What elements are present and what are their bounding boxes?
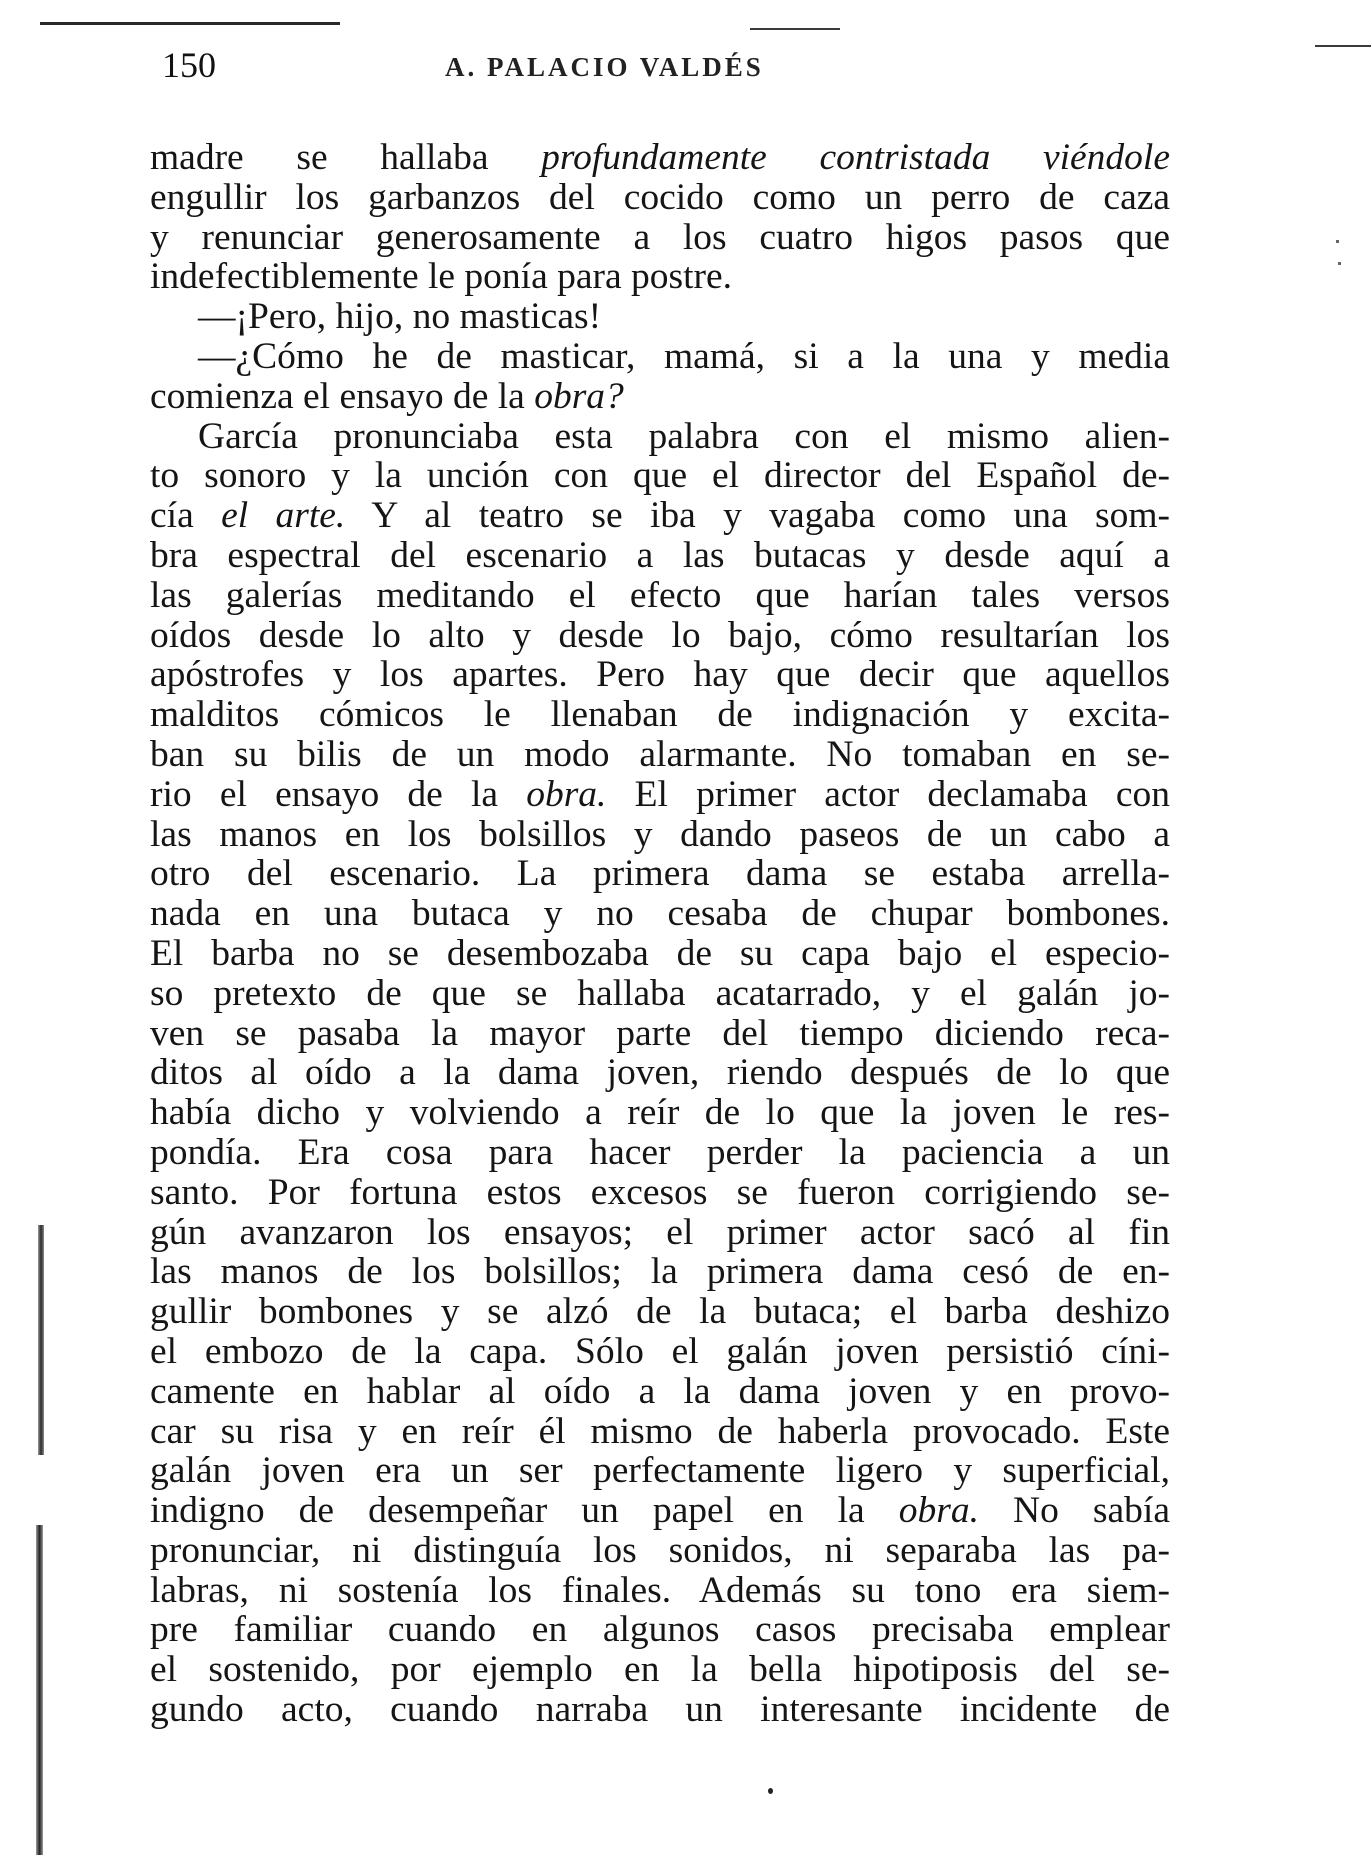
text-line bbox=[150, 1014, 1170, 1054]
text-line bbox=[150, 1372, 1170, 1412]
page-header bbox=[160, 40, 1180, 90]
scan-artifact-rule bbox=[750, 28, 840, 30]
text-segment: —¿Cómo he de masticar, mamá, si a la una y media bbox=[198, 335, 1170, 377]
text-line bbox=[150, 655, 1170, 695]
text-line bbox=[150, 695, 1170, 735]
scan-artifact-rule bbox=[1315, 45, 1371, 47]
text-line bbox=[150, 496, 1170, 536]
text-line bbox=[150, 1292, 1170, 1332]
italic-text-segment: obra. bbox=[898, 1490, 979, 1532]
text-segment: el embozo de la capa. Sólo el galán joven persistió cíni- bbox=[150, 1330, 1170, 1372]
text-line bbox=[150, 536, 1170, 576]
text-line bbox=[150, 1173, 1170, 1213]
text-segment: nada en una butaca y no cesaba de chupar bombones. bbox=[150, 893, 1170, 935]
text-segment: las galerías meditando el efecto que harían tales versos bbox=[150, 574, 1170, 616]
text-segment: García pronunciaba esta palabra con el mismo alien- bbox=[198, 415, 1170, 457]
text-line bbox=[150, 1610, 1170, 1650]
text-segment: ven se pasaba la mayor parte del tiempo diciendo reca- bbox=[150, 1012, 1170, 1054]
text-segment: otro del escenario. La primera dama se estaba arrella- bbox=[150, 853, 1170, 895]
scan-speck bbox=[1336, 240, 1339, 243]
text-segment: camente en hablar al oído a la dama joven y en provo- bbox=[150, 1370, 1170, 1412]
text-line bbox=[150, 1531, 1170, 1571]
text-segment: rio el ensayo de la bbox=[150, 773, 527, 815]
text-line bbox=[150, 934, 1170, 974]
text-line bbox=[150, 1451, 1170, 1491]
text-segment: santo. Por fortuna estos excesos se fueron corrigiendo se- bbox=[150, 1171, 1170, 1213]
text-line bbox=[150, 1650, 1170, 1690]
text-segment: comienza el ensayo de la bbox=[150, 375, 535, 417]
text-line bbox=[150, 377, 1170, 417]
text-segment: el sostenido, por ejemplo en la bella hipotiposis del se- bbox=[150, 1649, 1170, 1691]
page-number: 150 bbox=[162, 45, 216, 85]
text-line bbox=[150, 1412, 1170, 1452]
text-segment: —¡Pero, hijo, no masticas! bbox=[198, 296, 602, 338]
italic-text-segment: obra? bbox=[534, 375, 624, 417]
text-segment: ditos al oído a la dama joven, riendo después de lo que bbox=[150, 1052, 1170, 1094]
text-segment: oídos desde lo alto y desde lo bajo, cómo resultarían los bbox=[150, 614, 1170, 656]
text-segment: madre se hallaba bbox=[150, 137, 542, 178]
text-segment: indefectiblemente le ponía para postre. bbox=[150, 256, 733, 298]
running-head: A. PALACIO VALDÉS bbox=[445, 52, 764, 82]
text-line bbox=[150, 417, 1170, 457]
italic-text-segment: profundamente contristada viéndole bbox=[541, 137, 1170, 178]
text-line bbox=[150, 1690, 1170, 1730]
text-segment: No sabía bbox=[978, 1490, 1170, 1532]
text-line bbox=[150, 1571, 1170, 1611]
text-segment: engullir los garbanzos del cocido como un perro de caza bbox=[150, 176, 1170, 218]
italic-text-segment: el arte. bbox=[221, 495, 346, 537]
text-segment: gullir bombones y se alzó de la butaca; el barba deshizo bbox=[150, 1291, 1170, 1333]
text-line bbox=[150, 456, 1170, 496]
text-segment: so pretexto de que se hallaba acatarrado, y el galán jo- bbox=[150, 972, 1170, 1014]
italic-text-segment: obra. bbox=[526, 773, 607, 815]
scan-speck bbox=[768, 1788, 773, 1794]
text-line bbox=[150, 218, 1170, 258]
text-line bbox=[150, 576, 1170, 616]
text-segment: ban su bilis de un modo alarmante. No tomaban en se- bbox=[150, 733, 1170, 775]
text-line bbox=[150, 1491, 1170, 1531]
text-line bbox=[150, 854, 1170, 894]
text-segment: El barba no se desembozaba de su capa bajo el especio- bbox=[150, 932, 1170, 974]
text-segment: y renunciar generosamente a los cuatro higos pasos que bbox=[150, 216, 1170, 258]
text-line bbox=[150, 1332, 1170, 1372]
text-segment: malditos cómicos le llenaban de indignación y excita- bbox=[150, 694, 1170, 736]
body-text bbox=[150, 138, 1170, 1730]
text-segment: indigno de desempeñar un papel en la bbox=[150, 1490, 899, 1532]
text-line bbox=[150, 815, 1170, 855]
text-segment: gundo acto, cuando narraba un interesante incidente de bbox=[150, 1689, 1170, 1731]
text-segment: pondía. Era cosa para hacer perder la paciencia a un bbox=[150, 1131, 1170, 1173]
scan-edge-shadow bbox=[38, 1225, 44, 1455]
text-segment: El primer actor declamaba con bbox=[606, 773, 1170, 815]
text-segment: gún avanzaron los ensayos; el primer actor sacó al fin bbox=[150, 1211, 1170, 1253]
text-segment: había dicho y volviendo a reír de lo que la joven le res- bbox=[150, 1092, 1170, 1134]
text-segment: Y al teatro se iba y vagaba como una som- bbox=[345, 495, 1170, 537]
text-line bbox=[150, 974, 1170, 1014]
text-segment: apóstrofes y los apartes. Pero hay que decir que aquellos bbox=[150, 654, 1170, 696]
text-line bbox=[150, 1213, 1170, 1253]
text-segment: las manos de los bolsillos; la primera dama cesó de en- bbox=[150, 1251, 1170, 1293]
text-segment: las manos en los bolsillos y dando paseos de un cabo a bbox=[150, 813, 1170, 855]
text-segment: car su risa y en reír él mismo de haberla provocado. Este bbox=[150, 1410, 1170, 1452]
text-segment: to sonoro y la unción con que el director del Español de- bbox=[150, 455, 1170, 497]
scan-artifact-rule bbox=[40, 22, 340, 25]
text-segment: bra espectral del escenario a las butacas y desde aquí a bbox=[150, 534, 1170, 576]
text-line bbox=[150, 178, 1170, 218]
text-segment: pronunciar, ni distinguía los sonidos, ni separaba las pa- bbox=[150, 1529, 1170, 1571]
scan-edge-shadow bbox=[36, 1525, 43, 1855]
text-line bbox=[150, 616, 1170, 656]
text-line bbox=[150, 775, 1170, 815]
text-line bbox=[150, 297, 1170, 337]
text-line bbox=[150, 337, 1170, 377]
text-line bbox=[150, 1133, 1170, 1173]
text-segment: pre familiar cuando en algunos casos precisaba emplear bbox=[150, 1609, 1170, 1651]
text-line bbox=[150, 1053, 1170, 1093]
scan-speck bbox=[1338, 262, 1341, 265]
text-line bbox=[150, 735, 1170, 775]
text-segment: cía bbox=[150, 495, 222, 537]
text-line bbox=[150, 138, 1170, 178]
text-segment: labras, ni sostenía los finales. Además su tono era siem- bbox=[150, 1569, 1170, 1611]
text-line bbox=[150, 894, 1170, 934]
text-line bbox=[150, 257, 1170, 297]
text-line bbox=[150, 1252, 1170, 1292]
text-segment: galán joven era un ser perfectamente ligero y superficial, bbox=[150, 1450, 1170, 1492]
text-line bbox=[150, 1093, 1170, 1133]
